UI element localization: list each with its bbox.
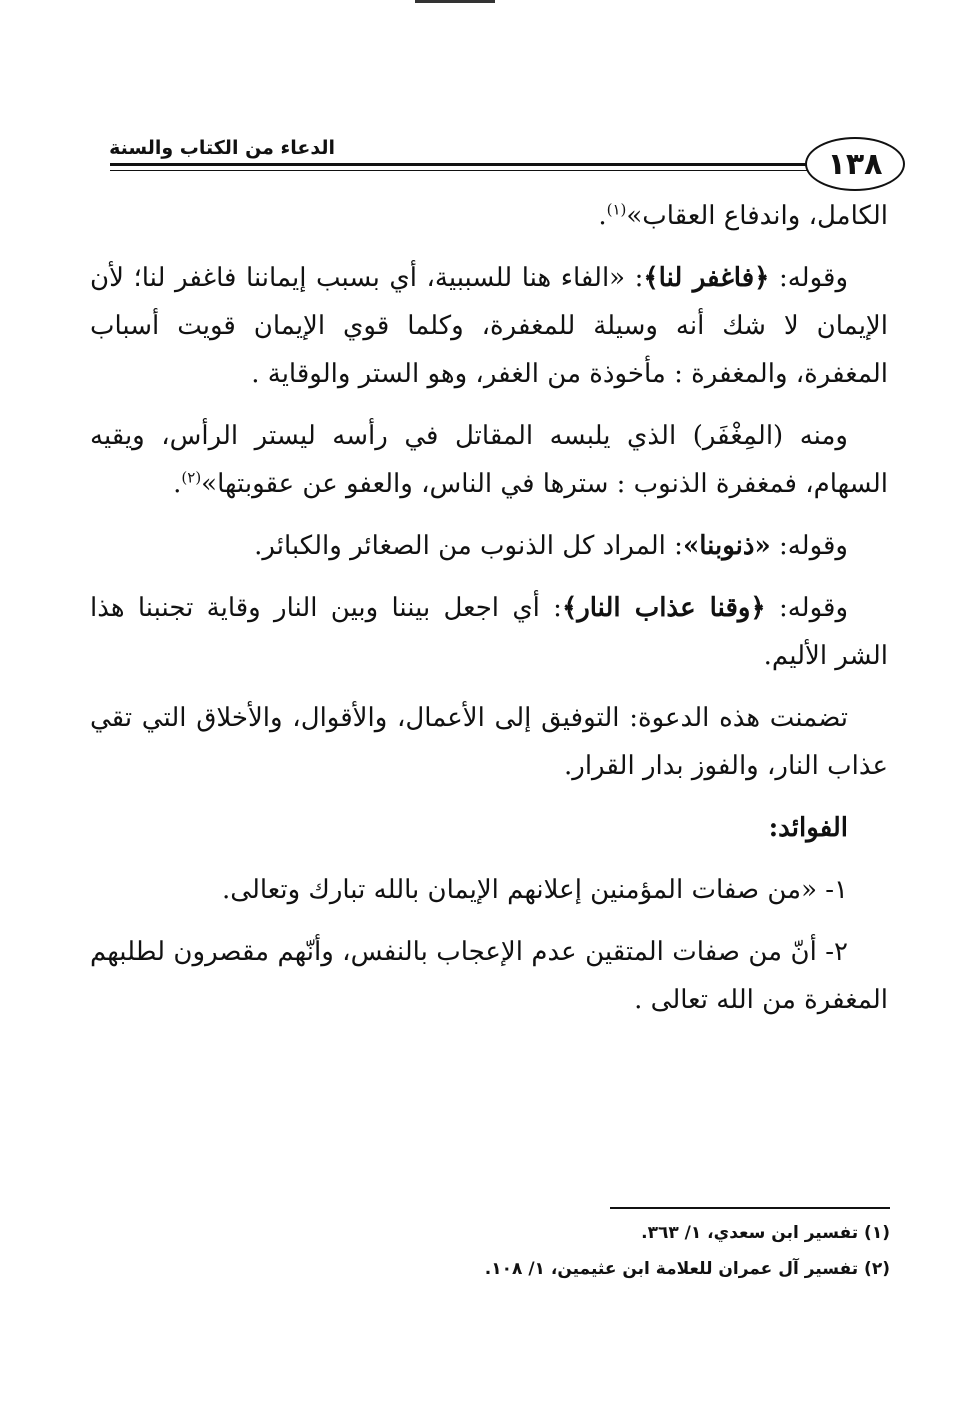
quran-quote: ﴿وقنا عذاب النار﴾ <box>561 593 766 623</box>
page-number: ١٣٨ <box>805 137 905 191</box>
top-mark <box>415 0 495 3</box>
footnote-separator <box>610 1207 890 1209</box>
footnote-2: (٢) تفسير آل عمران للعلامة ابن عثيمين، ١/ ١٠٨. <box>484 1259 890 1279</box>
benefit-1: ١- «من صفات المؤمنين إعلانهم الإيمان بالله تبارك وتعالى. <box>222 875 848 905</box>
footnotes <box>300 1215 890 1287</box>
paragraph-4: وقوله: «ذنوبنا»: المراد كل الذنوب من الصغائر والكبائر. <box>254 531 848 561</box>
footnote-ref-1: (١) <box>606 200 627 219</box>
paragraph-6: تضمنت هذه الدعوة: التوفيق إلى الأعمال، والأقوال، والأخلاق التي تقي عذاب النار، والفوز بدار القرار. <box>90 703 888 781</box>
benefit-2: ٢- أنّ من صفات المتقين عدم الإعجاب بالنفس، وأنّهم مقصرون لطلبهم المغفرة من الله تعالى . <box>90 937 888 1015</box>
benefits-heading: الفوائد: <box>768 813 848 843</box>
footnote-ref-2: (٢) <box>181 468 202 487</box>
header-rule-thick <box>110 163 808 166</box>
quran-quote: ﴿فاغفر لنا﴾ <box>643 263 770 293</box>
page-header <box>110 125 910 200</box>
running-title: الدعاء من الكتاب والسنة <box>109 137 335 159</box>
header-rule-thin <box>110 170 808 171</box>
footnote-1: (١) تفسير ابن سعدي، ١/ ٣٦٣. <box>641 1223 890 1243</box>
paragraph-5: وقوله: ﴿وقنا عذاب النار﴾: أي اجعل بيننا وبين النار وقاية تجنبنا هذا الشر الأليم. <box>90 593 888 671</box>
body-text <box>90 192 888 1038</box>
quran-quote: «ذنوبنا» <box>682 531 771 561</box>
paragraph-2: وقوله: ﴿فاغفر لنا﴾: «الفاء هنا للسببية، أي بسبب إيماننا فاغفر لنا؛ لأن الإيمان لا شك أنه وسيلة للمغفرة، وكلما قوي الإيمان قويت أسباب المغفرة، والمغفرة : مأخوذة من الغفر، وهو الستر والوقاية . <box>90 263 888 389</box>
paragraph-1: الكامل، واندفاع العقاب»$^{(١)}$. <box>598 200 888 231</box>
paragraph-3: ومنه (المِغْفَر) الذي يلبسه المقاتل في رأسه ليستر الرأس، ويقيه السهام، فمغفرة الذنوب : سترها في الناس، والعفو عن عقوبتها»$^{(٢)}$. <box>90 421 888 499</box>
